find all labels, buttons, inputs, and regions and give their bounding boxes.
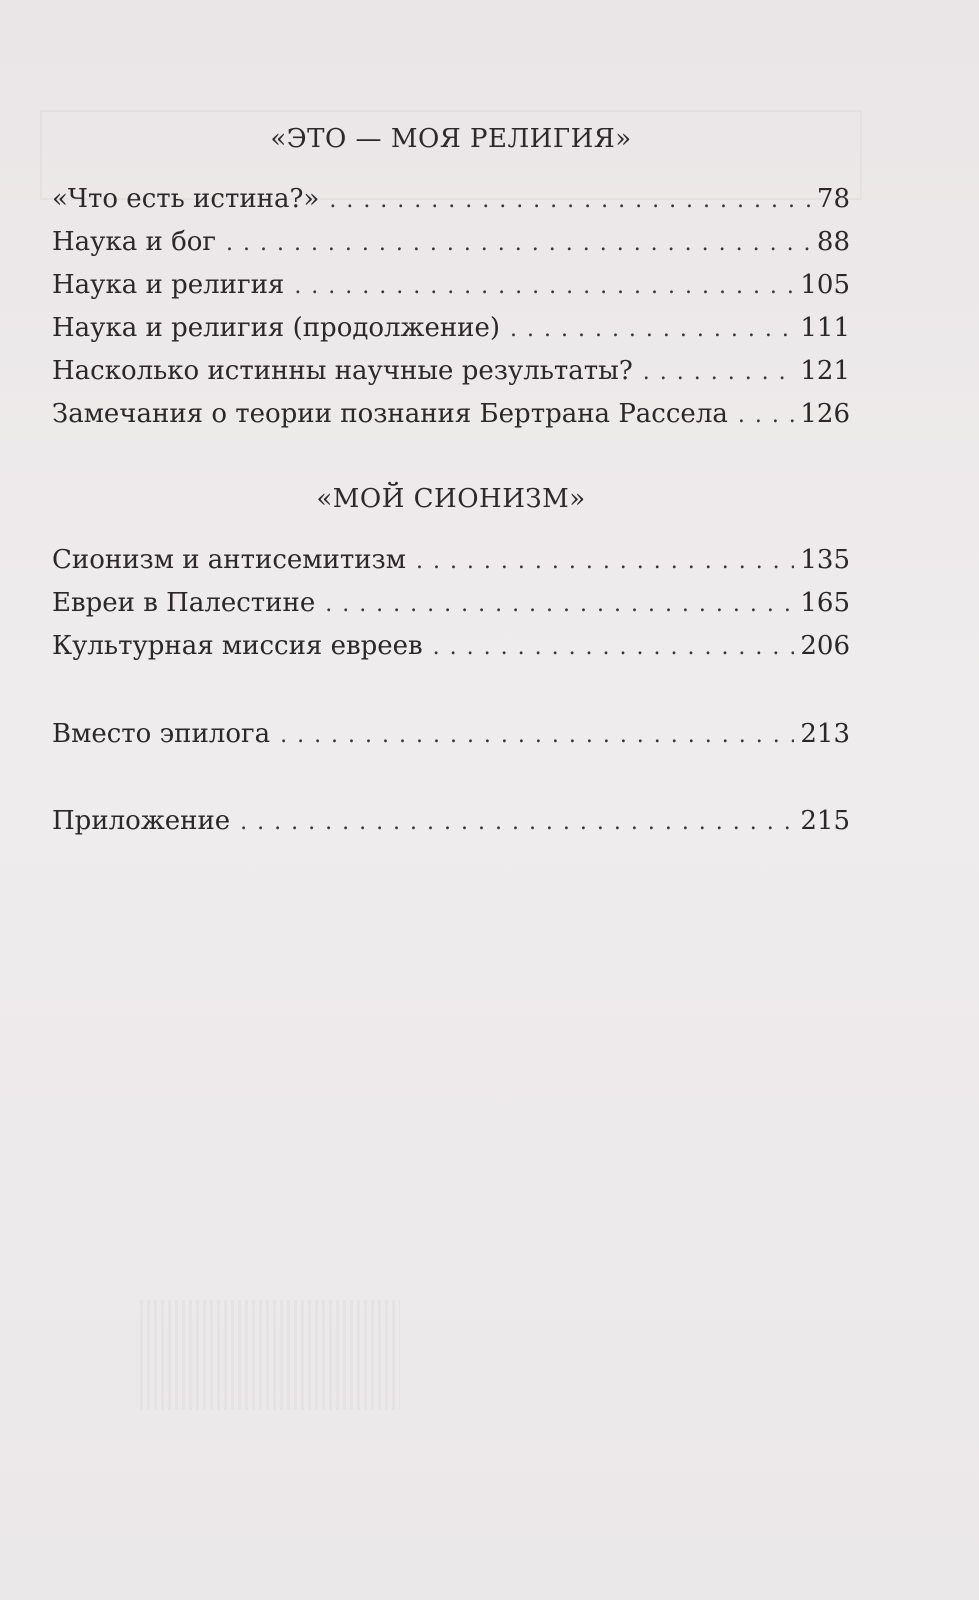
toc-entry-page: 215 bbox=[800, 806, 850, 836]
toc-entry-label: Замечания о теории познания Бертрана Рассела bbox=[52, 399, 728, 429]
toc-entry-label: Евреи в Палестине bbox=[52, 588, 316, 618]
toc-entry[interactable] bbox=[52, 356, 850, 390]
toc-entry-label: Приложение bbox=[52, 806, 231, 836]
toc-entry-label: Насколько истинны научные результаты? bbox=[52, 356, 633, 386]
toc-entry-page: 88 bbox=[816, 227, 850, 257]
bleed-through-barcode bbox=[140, 1300, 400, 1410]
toc-entry-label: Вместо эпилога bbox=[52, 719, 271, 749]
toc-entry-page: 213 bbox=[800, 719, 850, 749]
toc-entry-page: 206 bbox=[800, 631, 850, 661]
toc-entry[interactable] bbox=[52, 545, 850, 579]
dot-leader bbox=[325, 592, 794, 617]
dot-leader bbox=[738, 403, 795, 428]
toc-entry-appendix[interactable] bbox=[52, 806, 850, 840]
toc-entry-page: 105 bbox=[800, 270, 850, 300]
toc-entry-label: «Что есть истина?» bbox=[52, 184, 320, 214]
toc-entry-page: 135 bbox=[800, 545, 850, 575]
toc-entry[interactable] bbox=[52, 270, 850, 304]
toc-entry-label: Наука и религия (продолжение) bbox=[52, 313, 501, 343]
toc-entry-label: Наука и бог bbox=[52, 227, 217, 257]
section-title-religion: «ЭТО — МОЯ РЕЛИГИЯ» bbox=[270, 124, 632, 154]
toc-entry-page: 165 bbox=[800, 588, 850, 618]
dot-leader bbox=[329, 188, 811, 213]
toc-entry[interactable] bbox=[52, 227, 850, 261]
toc-entry[interactable] bbox=[52, 313, 850, 347]
dot-leader bbox=[433, 635, 795, 660]
toc-entry[interactable] bbox=[52, 184, 850, 218]
toc-entry-page: 78 bbox=[816, 184, 850, 214]
toc-entry-page: 126 bbox=[800, 399, 850, 429]
toc-entry-page: 121 bbox=[800, 356, 850, 386]
dot-leader bbox=[416, 549, 794, 574]
toc-entry-label: Наука и религия bbox=[52, 270, 285, 300]
dot-leader bbox=[294, 274, 794, 299]
toc-entry[interactable] bbox=[52, 399, 850, 433]
toc-entry-page: 111 bbox=[800, 313, 850, 343]
toc-entry[interactable] bbox=[52, 631, 850, 665]
toc-entry[interactable] bbox=[52, 588, 850, 622]
dot-leader bbox=[280, 723, 794, 748]
dot-leader bbox=[643, 360, 795, 385]
dot-leader bbox=[240, 810, 794, 835]
dot-leader bbox=[226, 231, 811, 256]
dot-leader bbox=[510, 317, 794, 342]
toc-entry-label: Культурная миссия евреев bbox=[52, 631, 423, 661]
toc-entry-epilogue[interactable] bbox=[52, 719, 850, 753]
section-title-zionism: «МОЙ СИОНИЗМ» bbox=[316, 484, 586, 514]
toc-entry-label: Сионизм и антисемитизм bbox=[52, 545, 406, 575]
